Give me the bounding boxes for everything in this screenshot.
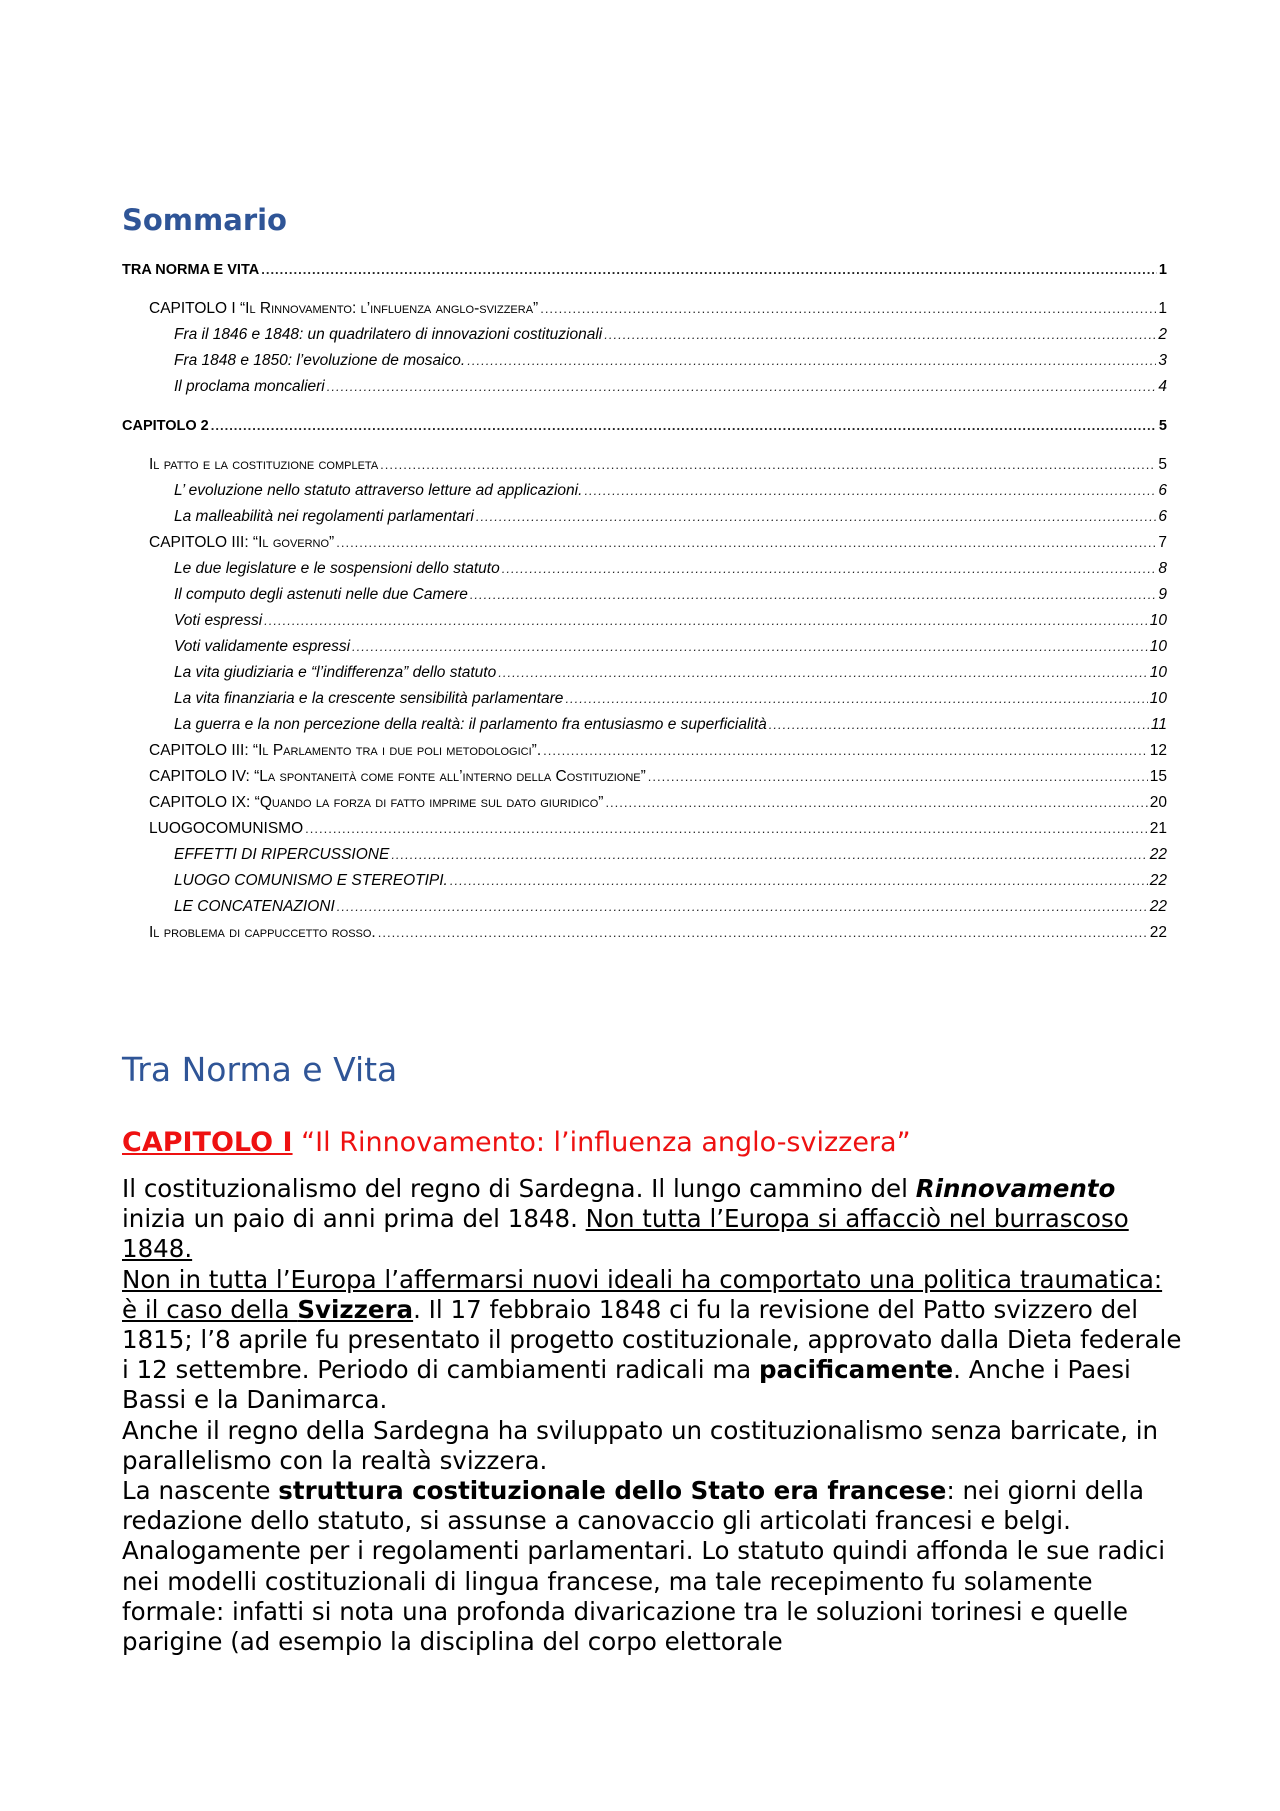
toc-entry[interactable]: LUOGO COMUNISMO E STEREOTIPI. ..... 22: [122, 872, 1167, 890]
toc-entry[interactable]: Il problema di cappuccetto rosso. ..... 22: [122, 924, 1167, 942]
toc-entry[interactable]: EFFETTI DI RIPERCUSSIONE ..... 22: [122, 846, 1167, 864]
toc-entry[interactable]: CAPITOLO IX: “Quando la forza di fatto imprime sul dato giuridico” ..... 20: [122, 794, 1167, 812]
toc-entry[interactable]: La vita giudiziaria e “l’indifferenza” dello statuto ..... 10: [122, 664, 1167, 682]
toc-entry[interactable]: CAPITOLO IV: “La spontaneità come fonte all’interno della Costituzione” ..... 15: [122, 768, 1167, 786]
toc-entry[interactable]: CAPITOLO 2 ..... 5: [122, 418, 1167, 434]
toc-entry[interactable]: Fra il 1846 e 1848: un quadrilatero di innovazioni costituzionali ..... 2: [122, 326, 1167, 344]
toc-entry[interactable]: TRA NORMA E VITA ..... 1: [122, 262, 1167, 278]
chapter-title: “Il Rinnovamento: l’influenza anglo-svizzera”: [301, 1127, 911, 1158]
toc-entry[interactable]: Il computo degli astenuti nelle due Camere ..... 9: [122, 586, 1167, 604]
toc-entry[interactable]: Il proclama moncalieri ..... 4: [122, 378, 1167, 396]
toc-entry[interactable]: Voti validamente espressi ..... 10: [122, 638, 1167, 656]
paragraph: Non in tutta l’Europa l’affermarsi nuovi ideali ha comportato una politica traumatica: è il caso della Svizzera. Il 17 febbraio 1848 ci fu la revisione del Patto svizzero del 1815; l’8 aprile fu presentato il progetto costituzionale, approvato dalla Dieta federale i 12 settembre. Periodo di cambiamenti radicali ma pacificamente. Anche i Paesi Bassi e la Danimarca.: [122, 1264, 1182, 1415]
toc-entry[interactable]: Voti espressi ..... 10: [122, 612, 1167, 630]
section-heading: Tra Norma e Vita: [122, 1050, 398, 1089]
paragraph: Il costituzionalismo del regno di Sardegna. Il lungo cammino del Rinnovamento inizia un paio di anni prima del 1848. Non tutta l’Europa si affacciò nel burrascoso 1848.: [122, 1174, 1129, 1264]
toc-entry[interactable]: La malleabilità nei regolamenti parlamentari ..... 6: [122, 508, 1167, 526]
toc-entry[interactable]: Il patto e la costituzione completa ..... 5: [122, 456, 1167, 474]
toc-entry[interactable]: CAPITOLO I “Il Rinnovamento: l’influenza anglo-svizzera” ..... 1: [122, 300, 1167, 318]
body-text: [122, 1174, 1182, 1657]
toc-entry[interactable]: LE CONCATENAZIONI ..... 22: [122, 898, 1167, 916]
toc-entry[interactable]: La guerra e la non percezione della realtà: il parlamento fra entusiasmo e superficialità ..... 11: [122, 716, 1167, 734]
toc-entry[interactable]: La vita finanziaria e la crescente sensibilità parlamentare ..... 10: [122, 690, 1167, 708]
toc-entry[interactable]: Fra 1848 e 1850: l’evoluzione de mosaico. ..... 3: [122, 352, 1167, 370]
toc-entry[interactable]: CAPITOLO III: “Il Parlamento tra i due poli metodologici”. ..... 12: [122, 742, 1167, 760]
paragraph: La nascente struttura costituzionale dello Stato era francese: nei giorni della redazione dello statuto, si assunse a canovaccio gli articolati francesi e belgi. Analogamente per i regolamenti parlamentari. Lo statuto quindi affonda le sue radici nei modelli costituzionali di lingua francese, ma tale recepimento fu solamente formale: infatti si nota una profonda divaricazione tra le soluzioni torinesi e quelle parigine (ad esempio la disciplina del corpo elettorale: [122, 1476, 1166, 1657]
toc-title: Sommario: [122, 203, 287, 237]
chapter-heading: [122, 1127, 911, 1158]
toc-entry[interactable]: Le due legislature e le sospensioni dello statuto ..... 8: [122, 560, 1167, 578]
paragraph: Anche il regno della Sardegna ha sviluppato un costituzionalismo senza barricate, in parallelismo con la realtà svizzera.: [122, 1415, 1159, 1475]
toc-entry[interactable]: CAPITOLO III: “Il governo” ..... 7: [122, 534, 1167, 552]
chapter-label: CAPITOLO I: [122, 1127, 293, 1158]
toc-entry[interactable]: L’ evoluzione nello statuto attraverso letture ad applicazioni. ..... 6: [122, 482, 1167, 500]
toc-entry[interactable]: LUOGOCOMUNISMO ..... 21: [122, 820, 1167, 838]
